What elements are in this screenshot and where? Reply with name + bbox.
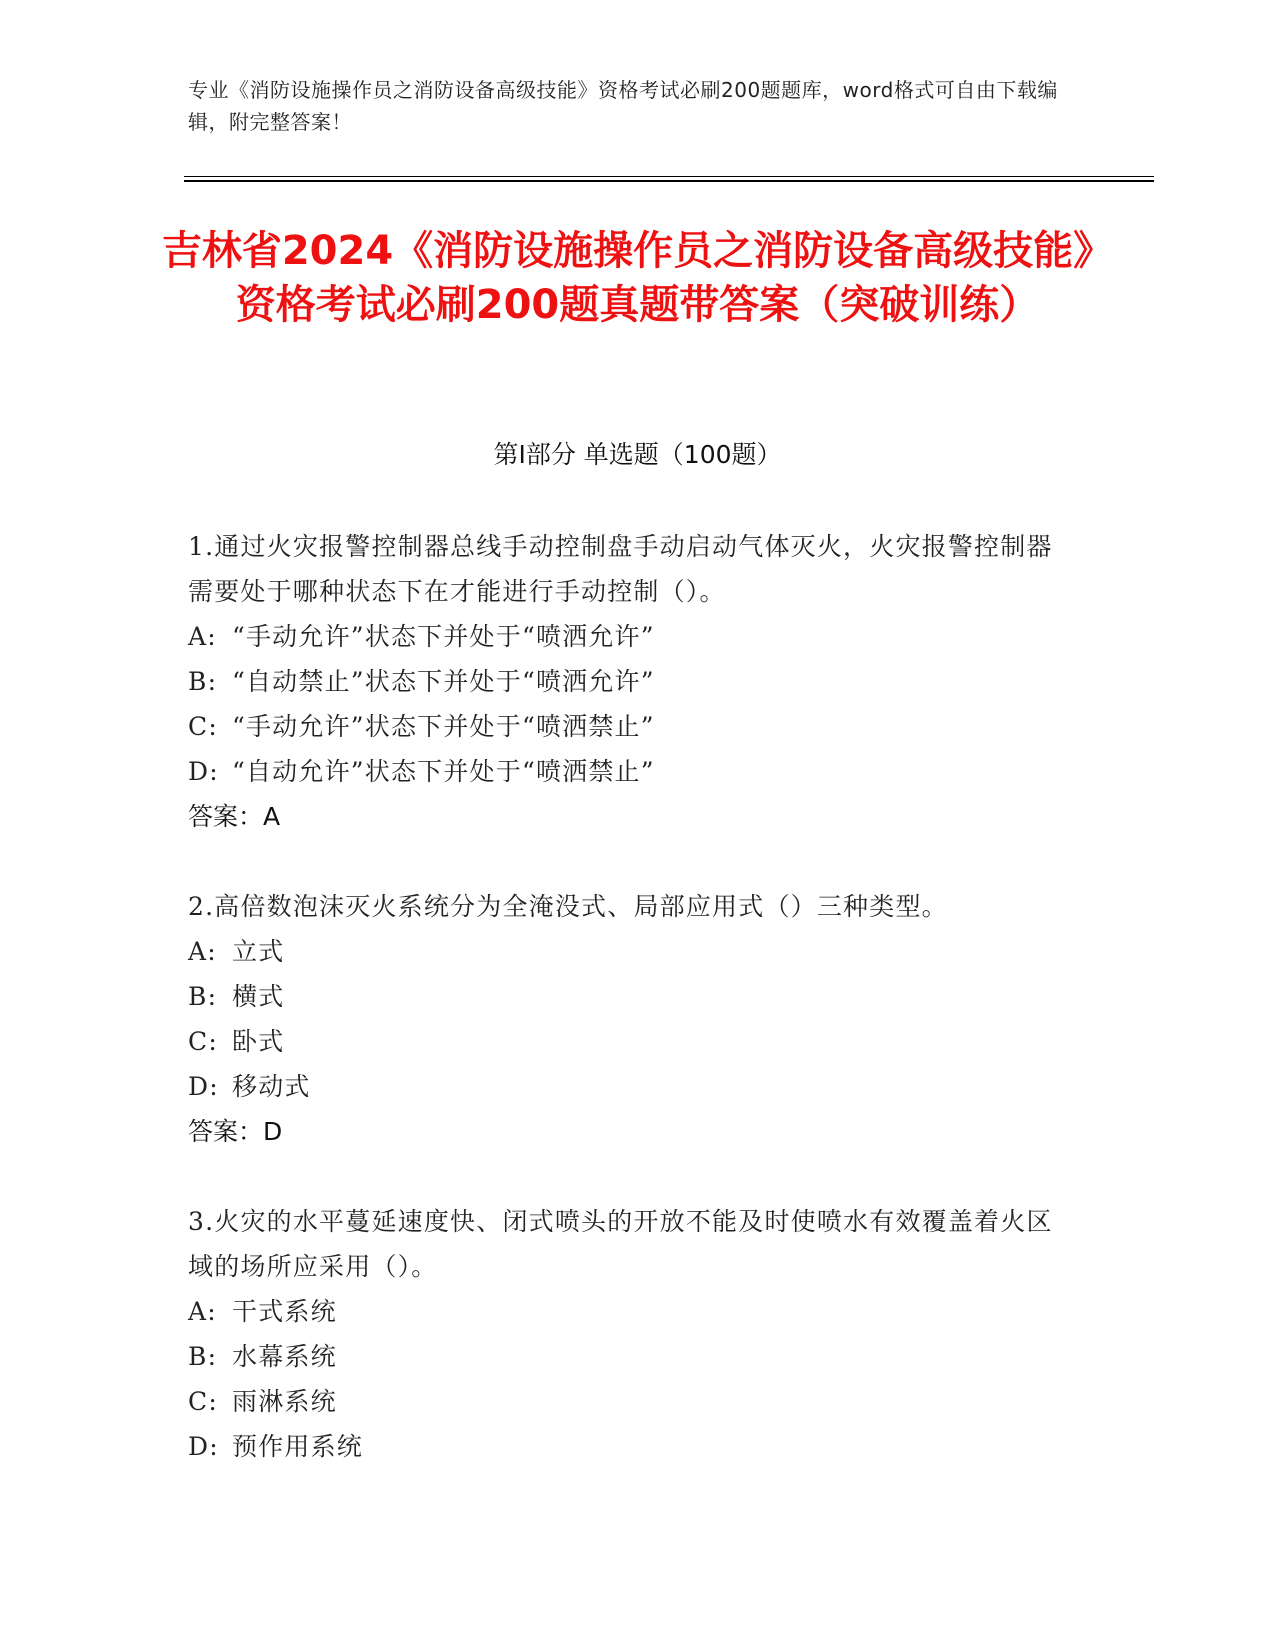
option-letter: C: (188, 712, 218, 741)
option-text: 雨淋系统 (232, 1387, 337, 1416)
question-text: 2.高倍数泡沫灭火系统分为全淹没式、局部应用式（）三种类型。 (188, 892, 948, 921)
option-a (188, 929, 1058, 974)
question-list (188, 524, 1058, 1514)
option-d (188, 749, 1058, 794)
section-title: 第I部分 单选题（100题） (493, 440, 782, 469)
option-c (188, 1019, 1058, 1064)
option-c (188, 1379, 1058, 1424)
option-letter: A: (188, 937, 217, 966)
answer-line: 答案：D (188, 1117, 283, 1146)
option-letter: B: (188, 982, 218, 1011)
header-divider-thin (184, 176, 1154, 177)
question-1 (188, 524, 1058, 839)
option-text: 移动式 (232, 1072, 311, 1101)
header-divider-thick (184, 180, 1154, 182)
option-d (188, 1424, 1058, 1469)
option-text: “自动允许”状态下并处于“喷洒禁止” (232, 757, 655, 786)
option-text: “手动允许”状态下并处于“喷洒禁止” (232, 712, 655, 741)
answer-line: 答案：A (188, 802, 281, 831)
option-text: 水幕系统 (232, 1342, 337, 1371)
option-letter: B: (188, 1342, 218, 1371)
option-text: 预作用系统 (232, 1432, 364, 1461)
option-letter: A: (188, 622, 217, 651)
option-letter: A: (188, 1297, 217, 1326)
question-text: 1.通过火灾报警控制器总线手动控制盘手动启动气体灭火，火灾报警控制器需要处于哪种状态下在才能进行手动控制（）。 (188, 532, 1053, 606)
option-b (188, 1334, 1058, 1379)
option-text: 卧式 (232, 1027, 285, 1056)
option-text: 立式 (232, 937, 285, 966)
option-letter: C: (188, 1387, 218, 1416)
question-text: 3.火灾的水平蔓延速度快、闭式喷头的开放不能及时使喷水有效覆盖着火区域的场所应采用（）。 (188, 1207, 1053, 1281)
option-letter: D: (188, 1432, 219, 1461)
question-3 (188, 1199, 1058, 1469)
option-text: 横式 (232, 982, 285, 1011)
option-a (188, 614, 1058, 659)
option-text: “自动禁止”状态下并处于“喷洒允许” (232, 667, 655, 696)
option-letter: C: (188, 1027, 218, 1056)
option-a (188, 1289, 1058, 1334)
option-b (188, 659, 1058, 704)
option-text: 干式系统 (232, 1297, 337, 1326)
option-c (188, 704, 1058, 749)
header-note: 专业《消防设施操作员之消防设备高级技能》资格考试必刷200题题库，word格式可自由下载编辑，附完整答案！ (188, 78, 1058, 134)
option-letter: D: (188, 757, 219, 786)
option-text: “手动允许”状态下并处于“喷洒允许” (232, 622, 655, 651)
document-title: 吉林省2024《消防设施操作员之消防设备高级技能》资格考试必刷200题真题带答案（突破训练） (161, 228, 1114, 328)
option-letter: B: (188, 667, 218, 696)
option-d (188, 1064, 1058, 1109)
option-letter: D: (188, 1072, 219, 1101)
question-2 (188, 884, 1058, 1154)
option-b (188, 974, 1058, 1019)
